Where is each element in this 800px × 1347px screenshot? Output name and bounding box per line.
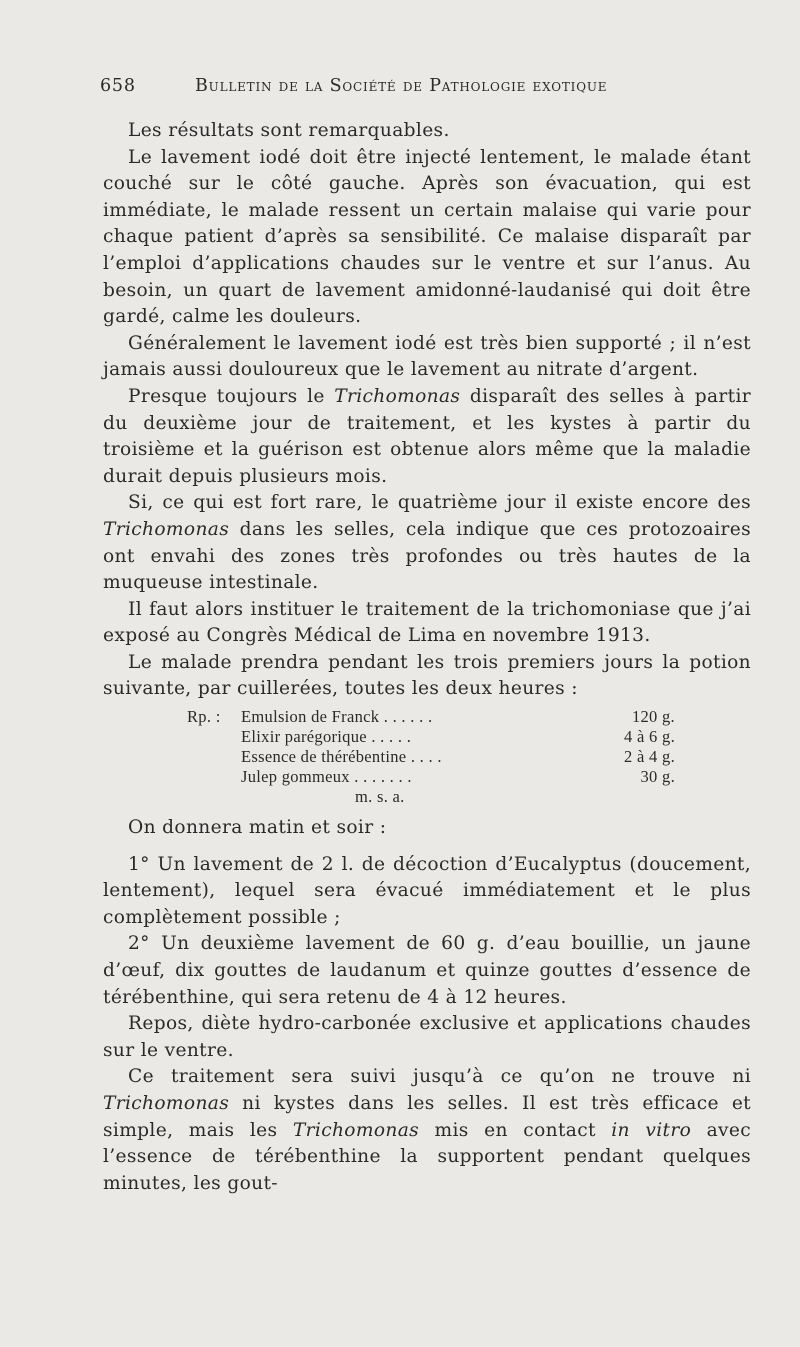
paragraph: Repos, diète hydro-carbonée exclusive et applications chaudes sur le ventre. [103, 1013, 751, 1061]
prescription-quantity: 30 g. [640, 767, 675, 787]
italic-latin-term: in vitro [611, 1119, 692, 1141]
italic-genus-name: Trichomonas [334, 385, 461, 407]
paragraph: On donnera matin et soir : [128, 817, 387, 839]
paragraph: 2° Un deuxième lavement de 60 g. d’eau bouillie, un jaune d’œuf, dix gouttes de laudanum et quinze gouttes d’essence de térébenthine, qui sera retenu de 4 à 12 heures. [103, 933, 751, 1008]
paragraph [103, 490, 751, 596]
text-run: Si, ce qui est fort rare, le quatrième jour il existe encore des [128, 492, 751, 514]
prescription-ms: m. s. a. [355, 787, 405, 807]
italic-genus-name: Trichomonas [103, 1093, 230, 1114]
prescription-quantity: 2 à 4 g. [624, 747, 675, 767]
prescription-item: Essence de thérébentine . . . . [241, 747, 442, 767]
italic-genus-name: Trichomonas [292, 1119, 420, 1141]
page-number: 658 [100, 76, 136, 96]
running-title: Bulletin de la Société de Pathologie exotique [195, 76, 608, 96]
paragraph [103, 1064, 751, 1197]
paragraph: Les résultats sont remarquables. [128, 120, 450, 141]
text-run: disparaît des selles à partir du deuxième jour de traitement, et les kystes à partir du troisième et la guérison est obtenue alors même que la maladie durait depuis plusieurs mois. [103, 385, 752, 487]
prescription-label: Rp. : [187, 707, 221, 727]
text-run: Ce traitement sera suivi jusqu’à ce qu’on ne trouve ni [128, 1066, 751, 1088]
italic-genus-name: Trichomonas [103, 518, 230, 540]
paragraph: 1° Un lavement de 2 l. de décoction d’Eucalyptus (doucement, lentement), lequel sera évacué immédiatement et le plus complètement possible ; [103, 853, 751, 928]
paragraph: Le lavement iodé doit être injecté lentement, le malade étant couché sur le côté gauche. Après son évacuation, qui est immédiate, le malade ressent un certain malaise qui varie pour chaque patient d’après sa sensibilité. Ce malaise disparaît par l’emploi d’applications chaudes sur le ventre et sur l’anus. Au besoin, un quart de lavement amidonné-laudanisé qui doit être gardé, calme les douleurs. [103, 146, 751, 328]
text-run: ni kystes dans les selles. Il est très efficace et simple, mais les [103, 1093, 751, 1141]
prescription-item: Emulsion de Franck . . . . . . [241, 707, 433, 727]
text-run: mis en contact [419, 1119, 612, 1141]
paragraph: Le malade prendra pendant les trois premiers jours la potion suivante, par cuillerées, toutes les deux heures : [103, 651, 751, 700]
spacer [103, 842, 751, 852]
prescription-quantity: 4 à 6 g. [624, 727, 675, 747]
text-run: dans les selles, cela indique que ces protozoaires ont envahi des zones très profondes ou très hautes de la muqueuse intestinale. [103, 518, 751, 594]
paragraph: Il faut alors instituer le traitement de la trichomoniase que j’ai exposé au Congrès Médical de Lima en novembre 1913. [103, 598, 751, 647]
paragraph: Généralement le lavement iodé est très bien supporté ; il n’est jamais aussi douloureux que le lavement au nitrate d’argent. [103, 332, 751, 381]
text-run: avec l’essence de térébenthine la supportent pendant quelques minutes, les gout- [103, 1119, 752, 1194]
prescription-block [103, 707, 751, 811]
prescription-quantity: 120 g. [631, 707, 675, 727]
paragraph [103, 384, 751, 490]
article-body [103, 118, 751, 1197]
prescription-item: Elixir parégorique . . . . . [241, 727, 412, 747]
prescription-item: Julep gommeux . . . . . . . [241, 767, 412, 787]
text-run: Presque toujours le [128, 385, 335, 407]
